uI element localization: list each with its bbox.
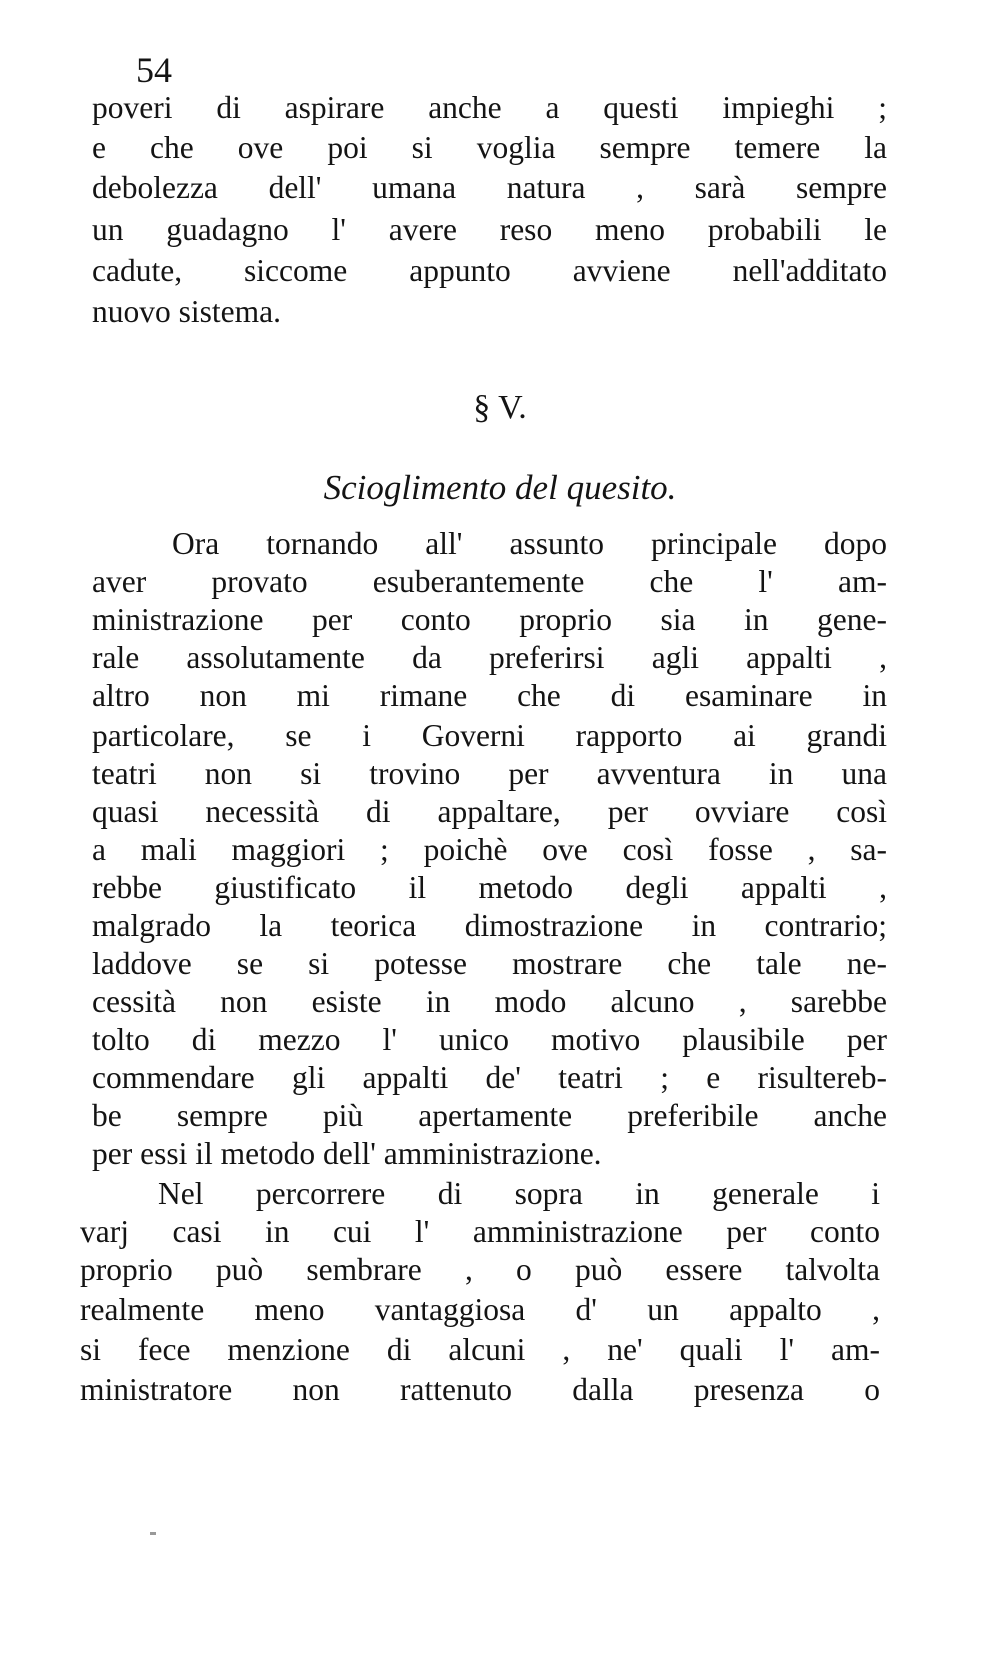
text-line: realmente meno vantaggiosa d' un appalto , — [80, 1292, 880, 1327]
text-line: nuovo sistema. — [92, 294, 281, 329]
text-line: poveri di aspirare anche a questi impieghi ; — [92, 90, 887, 125]
text-line: Nel percorrere di sopra in generale i — [158, 1176, 880, 1211]
text-line: proprio può sembrare , o può essere talvolta — [80, 1252, 880, 1287]
text-line: commendare gli appalti de' teatri ; e risultereb- — [92, 1060, 887, 1095]
text-line: particolare, se i Governi rapporto ai grandi — [92, 718, 887, 753]
text-line: teatri non si trovino per avventura in una — [92, 756, 887, 791]
text-line: be sempre più apertamente preferibile anche — [92, 1098, 887, 1133]
text-line: rebbe giustificato il metodo degli appalti , — [92, 870, 887, 905]
text-line: quasi necessità di appaltare, per ovviare così — [92, 794, 887, 829]
section-number: § V. — [473, 389, 527, 426]
page-number: 54 — [136, 50, 172, 90]
text-line: laddove se si potesse mostrare che tale ne- — [92, 946, 887, 981]
text-line: ministrazione per conto proprio sia in gene- — [92, 602, 887, 637]
text-line: Ora tornando all' assunto principale dopo — [172, 526, 887, 561]
section-title: Scioglimento del quesito. — [323, 468, 677, 507]
text-line: e che ove poi si voglia sempre temere la — [92, 130, 887, 165]
text-line: malgrado la teorica dimostrazione in contrario; — [92, 908, 887, 943]
text-line: un guadagno l' avere reso meno probabili le — [92, 212, 887, 247]
text-line: ministratore non rattenuto dalla presenza o — [80, 1372, 880, 1407]
text-line: tolto di mezzo l' unico motivo plausibile per — [92, 1022, 887, 1057]
text-line: cadute, siccome appunto avviene nell'additato — [92, 253, 887, 288]
text-line: rale assolutamente da preferirsi agli appalti , — [92, 640, 887, 675]
text-line: aver provato esuberantemente che l' am- — [92, 564, 887, 599]
print-speck — [150, 1532, 156, 1535]
text-line: per essi il metodo dell' amministrazione. — [92, 1136, 602, 1171]
text-line: cessità non esiste in modo alcuno , sarebbe — [92, 984, 887, 1019]
text-line: debolezza dell' umana natura , sarà sempre — [92, 170, 887, 205]
text-line: si fece menzione di alcuni , ne' quali l' am- — [80, 1332, 880, 1367]
text-line: altro non mi rimane che di esaminare in — [92, 678, 887, 713]
text-line: varj casi in cui l' amministrazione per conto — [80, 1214, 880, 1249]
text-line: a mali maggiori ; poichè ove così fosse , sa- — [92, 832, 887, 867]
